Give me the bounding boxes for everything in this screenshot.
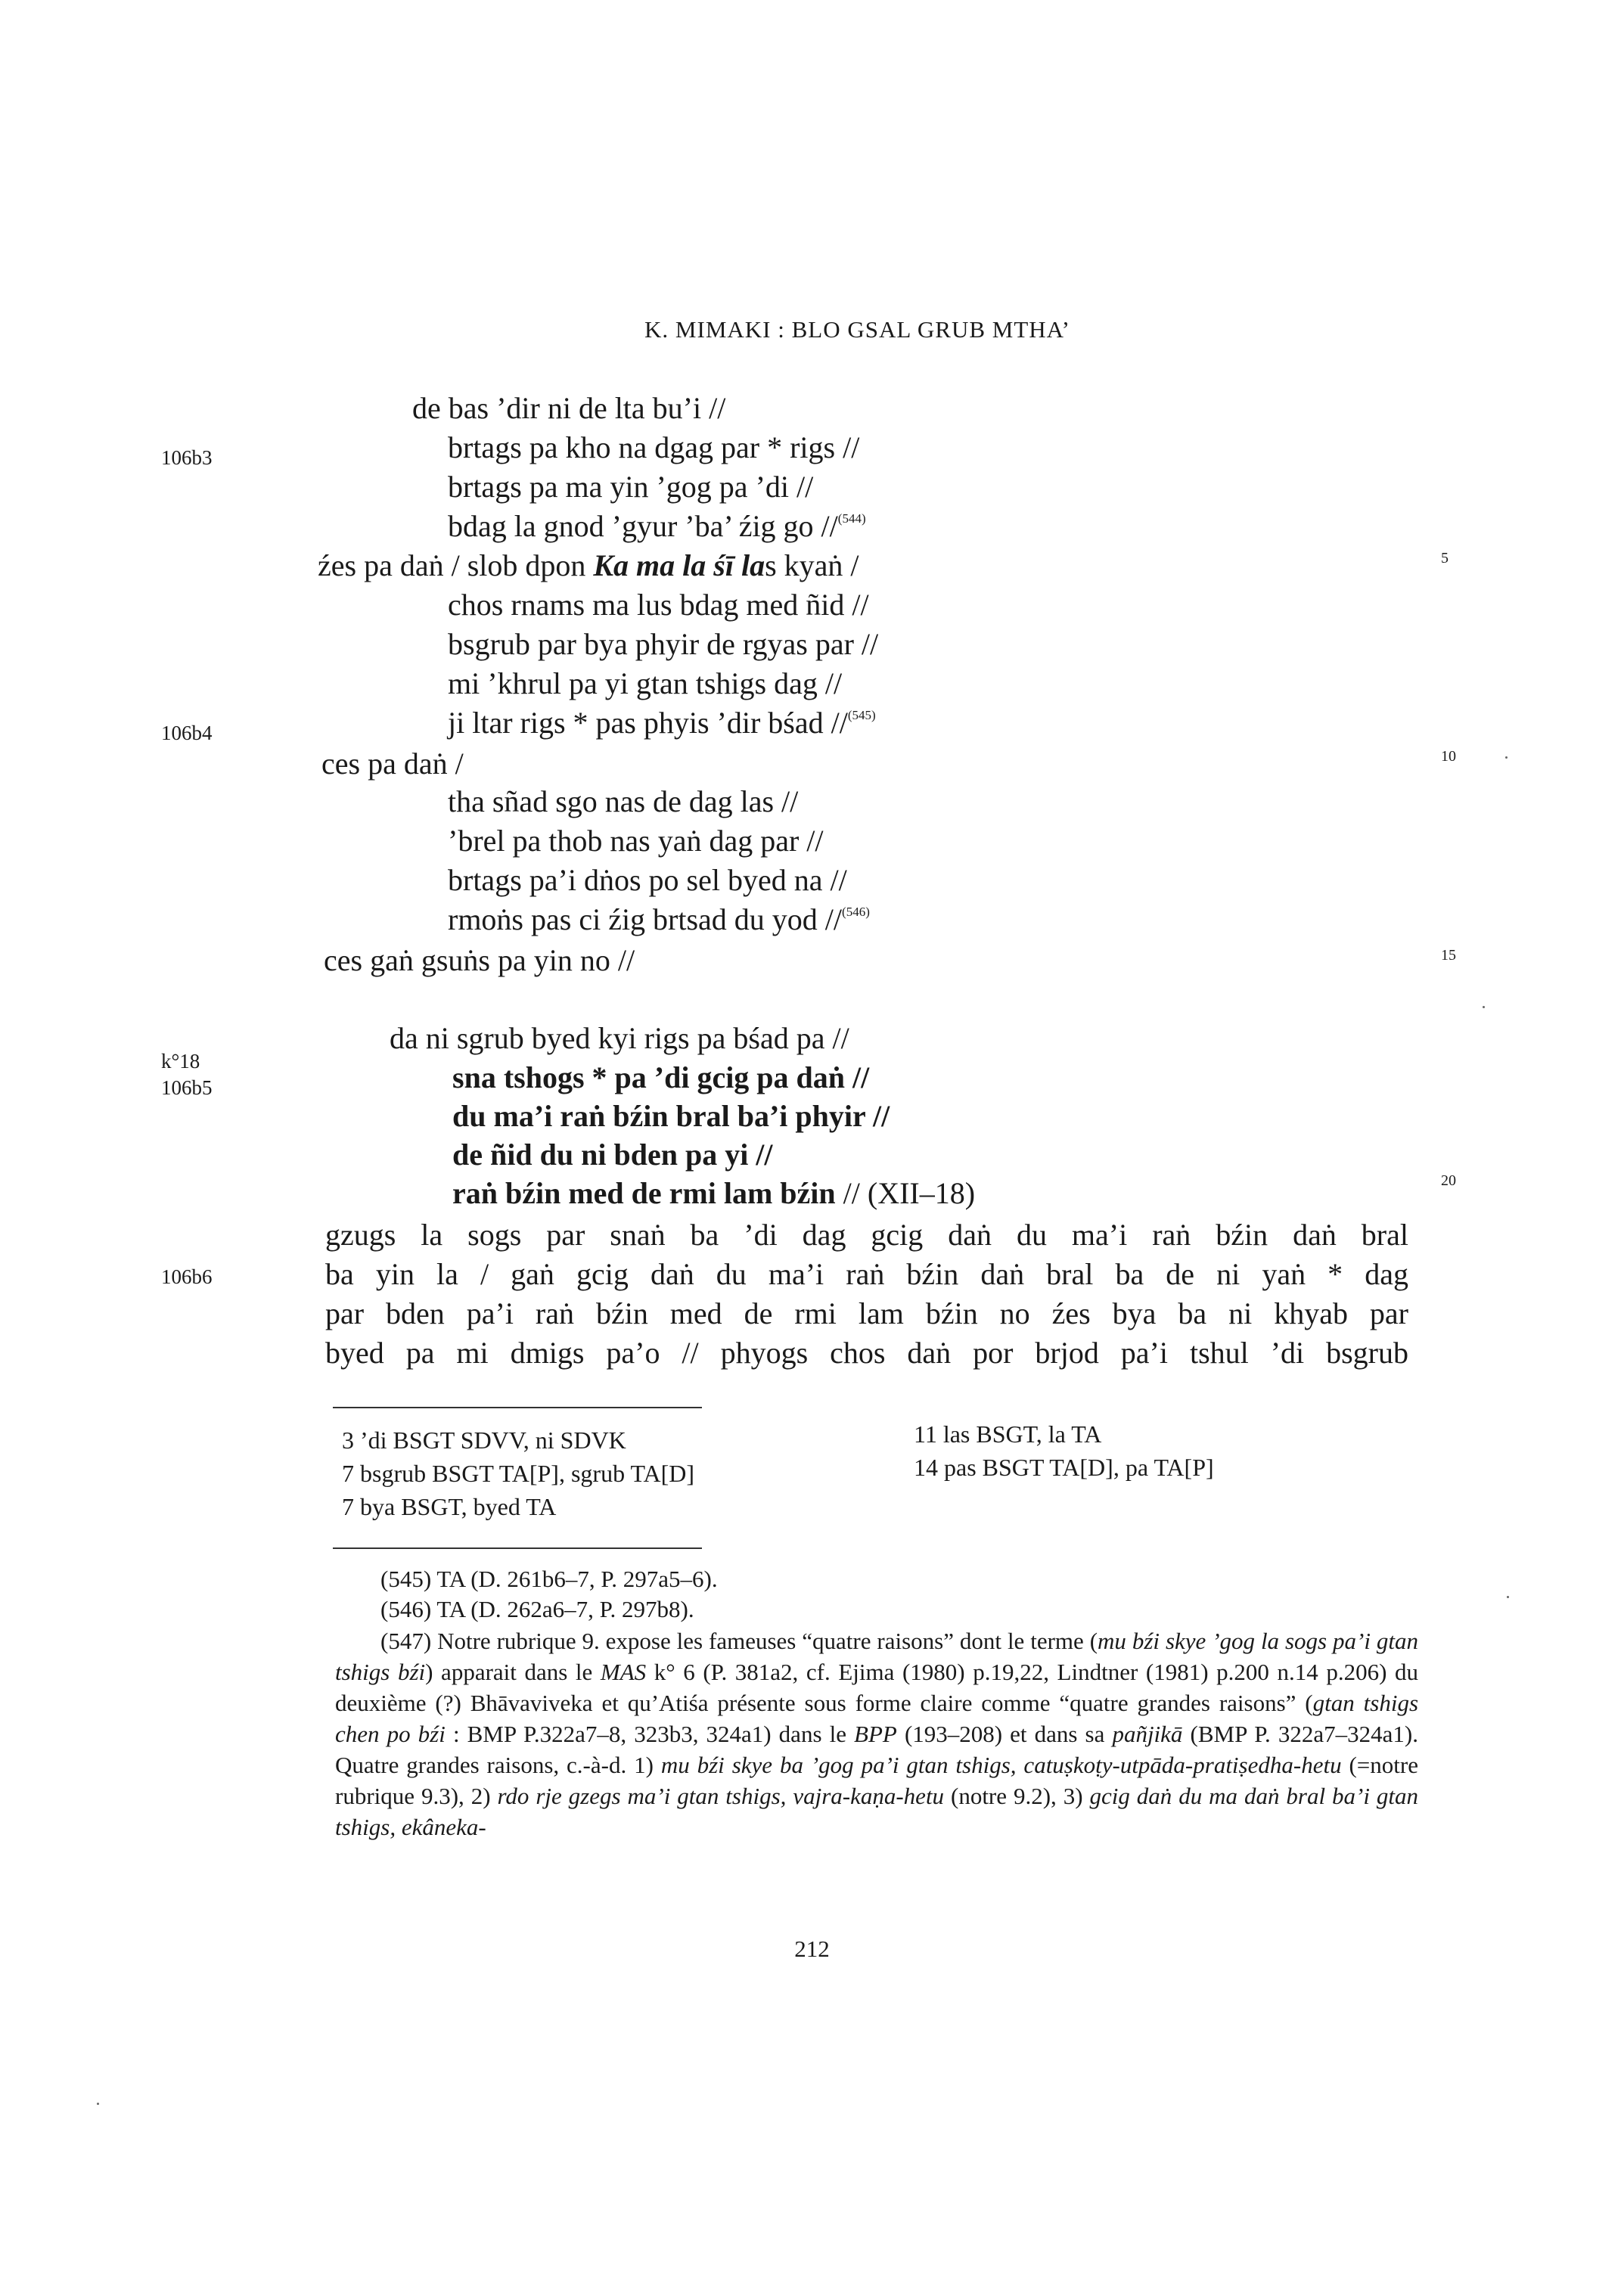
running-header: K. MIMAKI : BLO GSAL GRUB MTHA’ (644, 316, 1070, 343)
variant-note: 3 ’di BSGT SDVV, ni SDVK (342, 1426, 626, 1454)
verse-line: bsgrub par bya phyir de rgyas par // (448, 627, 879, 661)
verse-line (448, 708, 876, 738)
prose-line: da ni sgrub byed kyi rigs pa bśad pa // (390, 1021, 849, 1055)
prose-text: s kyaṅ / (765, 548, 859, 582)
variant-note: 7 bya BSGT, byed TA (342, 1493, 557, 1520)
verse-line (448, 511, 866, 542)
footnote-marker: (546) (842, 905, 870, 919)
prose-line: par bden pa’i raṅ bźin med de rmi lam bźin no źes bya ba ni khyab par (325, 1296, 1408, 1330)
variant-note: 11 las BSGT, la TA (914, 1420, 1102, 1448)
karika-line: du ma’i raṅ bźin bral ba’i phyir // (452, 1099, 890, 1133)
scan-speck (1507, 1596, 1509, 1598)
verse-text: bdag la gnod ’gyur ’ba’ źig go // (448, 509, 838, 543)
scan-speck (1483, 1006, 1485, 1008)
verse-line: ’brel pa thob nas yaṅ dag par // (448, 824, 824, 858)
folio-ref: 106b3 (161, 446, 213, 469)
karika-ref: k°18 (161, 1050, 200, 1072)
prose-line: ces gaṅ gsuṅs pa yin no // (324, 943, 635, 977)
variant-note: 7 bsgrub BSGT TA[P], sgrub TA[D] (342, 1460, 694, 1487)
verse-text: ji ltar rigs * pas phyis ’dir bśad // (448, 706, 848, 740)
prose-line: byed pa mi dmigs pa’o // phyogs chos daṅ por brjod pa’i tshul ’di bsgrub (325, 1336, 1408, 1370)
folio-ref: 106b4 (161, 722, 213, 744)
footnote: (546) TA (D. 262a6–7, P. 297b8). (380, 1596, 694, 1622)
prose-text: źes pa daṅ / slob dpon (318, 548, 594, 582)
verse-line: chos rnams ma lus bdag med ñid // (448, 588, 869, 622)
apparatus-rule (333, 1407, 702, 1408)
scan-speck (1505, 756, 1508, 759)
line-number: 5 (1441, 550, 1449, 567)
author-name: Ka ma la śī la (593, 548, 765, 582)
karika-number: // (XII–18) (835, 1176, 976, 1210)
line-number: 10 (1441, 748, 1456, 765)
line-number: 15 (1441, 947, 1456, 964)
verse-text: rmoṅs pas ci źig brtsad du yod // (448, 902, 843, 936)
prose-line: ba yin la / gaṅ gcig daṅ du ma’i raṅ bźin daṅ bral ba de ni yaṅ * dag (325, 1257, 1408, 1291)
footnote-marker: (545) (847, 708, 876, 722)
karika-text: raṅ bźin med de rmi lam bźin (452, 1176, 836, 1210)
verse-line: de bas ’dir ni de lta bu’i // (412, 391, 726, 425)
verse-line (448, 902, 870, 936)
line-number: 20 (1441, 1172, 1456, 1189)
footnote: (545) TA (D. 261b6–7, P. 297a5–6). (380, 1566, 718, 1592)
folio-ref: 106b5 (161, 1076, 213, 1099)
karika-line (452, 1178, 975, 1209)
variant-note: 14 pas BSGT TA[D], pa TA[P] (914, 1454, 1214, 1481)
prose-line (318, 548, 859, 582)
verse-line: tha sñad sgo nas de dag las // (448, 784, 799, 818)
prose-line: gzugs la sogs par snaṅ ba ’di dag gcig daṅ du ma’i raṅ bźin daṅ bral (325, 1218, 1408, 1252)
footnote-marker: (544) (837, 511, 866, 526)
page-number: 212 (794, 1935, 830, 1962)
footnote-547: (547) Notre rubrique 9. expose les fameuses “quatre raisons” dont le terme (mu bźi skye ’gog la sogs pa’i gtan tshigs bźi) apparait dans le MAS k° 6 (P. 381a2, cf. Ejima (1980) p.19,22, Lindtner (1981) p.200 n.14 p.206) du deuxième (?) Bhāvaviveka et qu’Atiśa présente sous forme claire comme “quatre grandes raisons” (gtan tshigs chen po bźi : BMP P.322a7–8, 323b3, 324a1) dans le BPP (193–208) et dans sa pañjikā (BMP P. 322a7–324a1). Quatre grandes raisons, c.-à-d. 1) mu bźi skye ba ’gog pa’i gtan tshigs, catuṣkoṭy-utpāda-pratiṣedha-hetu (=notre rubrique 9.3), 2) rdo rje gzegs ma’i gtan tshigs, vajra-kaṇa-hetu (notre 9.2), 3) gcig daṅ du ma daṅ bral ba’i gtan tshigs, ekâneka- (335, 1628, 1419, 1840)
karika-line: sna tshogs * pa ’di gcig pa daṅ // (452, 1060, 870, 1094)
verse-line: brtags pa ma yin ’gog pa ’di // (448, 470, 814, 504)
verse-line: mi ’khrul pa yi gtan tshigs dag // (448, 666, 843, 700)
karika-line: de ñid du ni bden pa yi // (452, 1138, 773, 1172)
verse-line: brtags pa’i dṅos po sel byed na // (448, 863, 847, 897)
scan-speck (97, 2103, 99, 2105)
prose-line: ces pa daṅ / (321, 747, 464, 781)
footnote-rule (333, 1547, 702, 1549)
verse-line: brtags pa kho na dgag par * rigs // (448, 430, 860, 464)
folio-ref: 106b6 (161, 1265, 213, 1288)
